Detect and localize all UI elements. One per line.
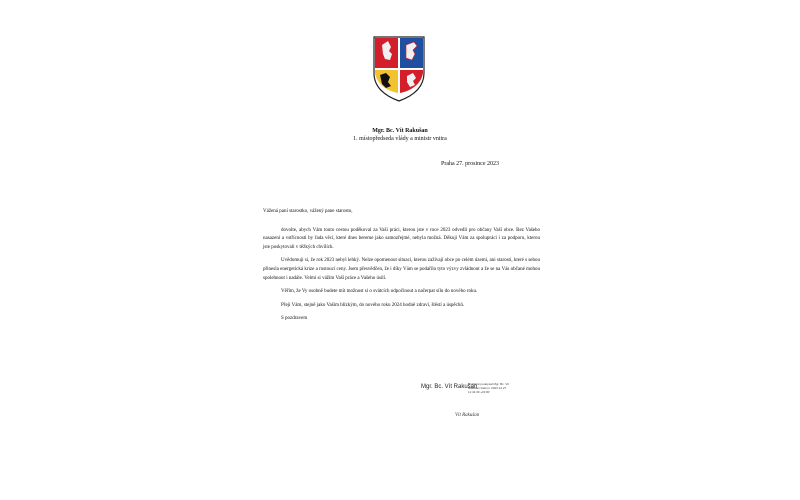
sender-name: Mgr. Bc. Vít Rakušan <box>372 128 428 134</box>
paragraph: Uvědomuji si, že rok 2023 nebyl lehký. Nelze opomenout situaci, kterou zažívají obce po celém území, ani starosti, které s sebou přinesla energetická krize a rostoucí ceny. Jsem přesvědčen, že i díky Vám se podařilo tyto výzvy zvládnout a že se na Vás občané mohou spolehnout i nadále. Velmi si vážím Vaší práce a Vašeho úsilí. <box>263 258 540 281</box>
paragraph: Věřím, že Vy osobně budete mít možnost si o svátcích odpočinout a načerpat sílu do nového roku. <box>281 289 478 295</box>
closing: S pozdravem <box>281 316 308 322</box>
paragraph: dovolte, abych Vám touto cestou poděkoval za Vaši práci, kterou jste v roce 2023 odvedli pro občany Vaší obce. Bez Vašeho nasazení a vstřícnosti by řada věcí, které dnes bereme jako samozřejmé, nebyla možná. Děkuji Vám za spolupráci i za podporu, kterou jste poskytovali v těžkých chvílích. <box>263 227 540 250</box>
handwritten-signature: Vít Rakušan <box>455 413 480 418</box>
letter-page <box>255 30 545 460</box>
digital-signature <box>421 382 511 412</box>
sender-title: 1. místopředseda vlády a ministr vnitra <box>353 136 447 142</box>
sender-block <box>255 127 545 143</box>
letter-body <box>263 208 540 329</box>
letter-date: Praha 27. prosince 2023 <box>441 161 499 167</box>
signature-stamp: Digitálně podepsal Mgr. Bc. Vít Rakušan Datum: 2023.12.27 11:41:39 +01'00' <box>468 382 510 395</box>
coat-of-arms-icon <box>370 33 428 103</box>
signature-name: Mgr. Bc. Vít Rakušan <box>421 384 478 390</box>
paragraph: Přeji Vám, stejně jako Vašim blízkým, do nového roku 2024 hodně zdraví, štěstí a úspěchů. <box>281 302 465 308</box>
salutation: Vážená paní starostko, vážený pane starosto, <box>263 209 353 214</box>
